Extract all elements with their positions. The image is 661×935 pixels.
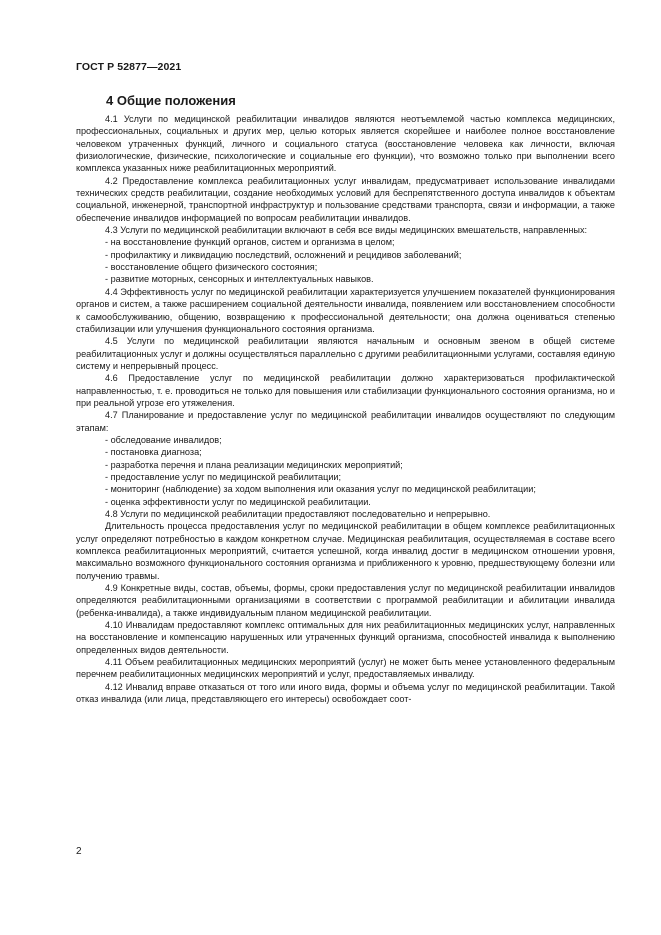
page-number: 2 [76,846,82,857]
paragraph: 4.1 Услуги по медицинской реабилитации инвалидов являются неотъемлемой частью комплекса медицинских, профессиональных, социальных и других мер, целью которых является скорейшее и наиболее полное восстановление человеком утраченных функций, личного и социального статуса (восстановление человека как личности, включая физиологические, физические, психологические и социальные его функции), что возможно только при выполнении всего комплекса указанных ниже реабилитационных мероприятий. [76,114,615,174]
paragraph: Длительность процесса предоставления услуг по медицинской реабилитации в общем комплексе реабилитационных услуг определяют потребностью в каждом конкретном случае. Медицинская реабилитация, осуществляемая в составе всего комплекса реабилитационных мероприятий, считается успешной, когда инвалид достиг в медицинском отношении уровня, максимально возможного функционального состояния организма и приближенного к уровню, предшествующему болезни или получению травмы. [76,521,615,581]
list-item: - обследование инвалидов; [105,434,222,445]
paragraph: 4.10 Инвалидам предоставляют комплекс оптимальных для них реабилитационных медицинских услуг, направленных на восстановление и компенсацию нарушенных или утраченных функций организма, способностей инвалида к выполнению определенных видов деятельности. [76,620,615,655]
paragraph: 4.4 Эффективность услуг по медицинской реабилитации характеризуется улучшением показателей функционирования органов и систем, а также расширением социальной деятельности инвалида, появлением или восстановлением способности к самообслуживанию, общению, возвращению к профессиональной деятельности; она должна оцениваться степенью стабилизации или улучшения функционального состояния организма. [76,286,615,334]
paragraph: 4.9 Конкретные виды, состав, объемы, формы, сроки предоставления услуг по медицинской реабилитации инвалидов определяются реабилитационными организациями в соответствии с программой реабилитации и абилитации инвалида (ребенка-инвалида), а также индивидуальным планом медицинской реабилитации. [76,583,615,618]
list-item: - оценка эффективности услуг по медицинской реабилитации. [105,496,371,507]
section-body [76,113,615,706]
standard-code: ГОСТ Р 52877—2021 [76,61,182,73]
paragraph: 4.2 Предоставление комплекса реабилитационных услуг инвалидам, предусматривает использование инвалидами технических средств реабилитации, создание необходимых условий для беспрепятственного доступа инвалидов к объектам социальной, инженерной, транспортной инфраструктур и пользование средствами транспорта, связи и информации, а также обеспечение инвалидов информацией по вопросам реабилитации инвалидов. [76,175,615,223]
paragraph: 4.7 Планирование и предоставление услуг по медицинской реабилитации инвалидов осуществляют по следующим этапам: [76,410,615,433]
paragraph: 4.6 Предоставление услуг по медицинской реабилитации должно характеризоваться профилактической направленностью, т. е. проводиться не только для повышения или стабилизации функционального состояния организма, но и при реальной угрозе его утяжеления. [76,373,615,408]
list-item: - постановка диагноза; [105,447,202,458]
paragraph: 4.3 Услуги по медицинской реабилитации включают в себя все виды медицинских вмешательств, направленных: [105,225,588,236]
list-item: - на восстановление функций органов, систем и организма в целом; [105,237,395,248]
list-item: - предоставление услуг по медицинской реабилитации; [105,471,342,482]
list-item: - разработка перечня и плана реализации медицинских мероприятий; [105,459,403,470]
list-item: - профилактику и ликвидацию последствий, осложнений и рецидивов заболеваний; [105,249,462,260]
paragraph: 4.11 Объем реабилитационных медицинских мероприятий (услуг) не может быть менее установленного федеральным перечнем реабилитационных медицинских мероприятий и услуг, предоставляемых инвалиду. [76,657,615,680]
paragraph: 4.8 Услуги по медицинской реабилитации предоставляют последовательно и непрерывно. [105,509,491,519]
list-item: - развитие моторных, сенсорных и интеллектуальных навыков. [105,274,374,285]
paragraph: 4.12 Инвалид вправе отказаться от того или иного вида, формы и объема услуг по медицинской реабилитации. Такой отказ инвалида (или лица, представляющего его интересы) освобождает соот- [76,681,615,705]
paragraph: 4.5 Услуги по медицинской реабилитации являются начальным и основным звеном в общей системе реабилитационных услуг и должны осуществляться параллельно с другими реабилитационными услугами, составляя единую систему и непрерывный процесс. [76,336,615,371]
list-item: - мониторинг (наблюдение) за ходом выполнения или оказания услуг по медицинской реабилитации; [105,484,536,495]
section-title: 4 Общие положения [106,93,236,108]
list-item: - восстановление общего физического состояния; [105,262,318,273]
